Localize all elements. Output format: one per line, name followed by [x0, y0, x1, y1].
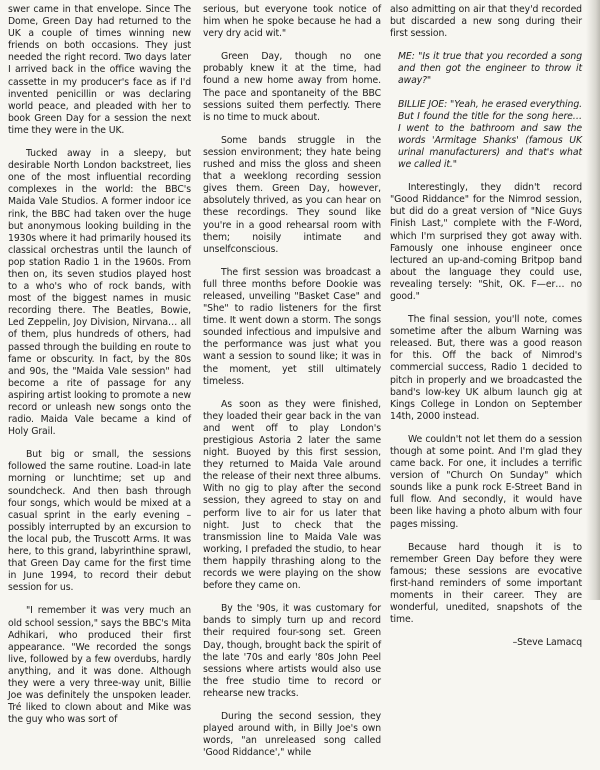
body-paragraph: serious, but everyone took notice of him when he spoke because he had a very dry acid wit.": [203, 4, 381, 40]
body-paragraph: We couldn't not let them do a session though at some point. And I'm glad they came back. For one, it includes a terrific version of "Church On Sunday" which sounds like a punk rock E-Street Band in full flow. And secondly, it would have been like having a photo album with four pages missing.: [390, 433, 582, 530]
body-paragraph: The final session, you'll note, comes sometime after the album Warning was released. But, there was a good reason for this. Off the back of Nimrod's commercial success, Radio 1 decided to pitch in properly and we broadcasted the band's low-key UK album launch gig at Kings College in London on September 14th, 2000 instead.: [390, 314, 582, 422]
text-column-2: [203, 4, 381, 770]
body-paragraph: Green Day, though no one probably knew it at the time, had found a new home away from home. The pace and spontaneity of the BBC sessions suited them perfectly. There is no time to muck about.: [203, 51, 381, 123]
body-paragraph: During the second session, they played around with, in Billy Joe's own words, "an unreleased song called 'Good Riddance'," while: [203, 710, 381, 759]
page-binding-shadow: [586, 0, 600, 600]
body-paragraph: swer came in that envelope. Since The Dome, Green Day had returned to the UK a couple of times winning new friends on both occasions. They just needed the right record. Two days later I arrived back in the office waving the cassette in my producer's face as if I'd invented penicillin or was declaring world peace, and pleaded with her to book Green Day for a session the next time they were in the UK.: [8, 4, 191, 136]
body-paragraph: Some bands struggle in the session environment; they hate being rushed and miss the gloss and sheen that a weeklong recording session gives them. Green Day, however, absolutely thrived, as you can hear on these recordings. They sound like you're in a good rehearsal room with them; noisily intimate and unselfconscious.: [203, 134, 381, 255]
body-paragraph: The first session was broadcast a full three months before Dookie was released, unveiling "Basket Case" and "She" to radio listeners for the first time. It went down a storm. The songs sounded infectious and impulsive and the performance was just what you want a session to sound like; it was in the moment, yet still ultimately timeless.: [203, 266, 381, 387]
body-paragraph: By the '90s, it was customary for bands to simply turn up and record their required four-song set. Green Day, though, brought back the spirit of the late '70s and early '80s John Peel sessions where artists would also use the free studio time to record or rehearse new tracks.: [203, 603, 381, 699]
body-paragraph: also admitting on air that they'd recorded but discarded a new song during their first session.: [390, 4, 582, 40]
text-column-1: [8, 4, 191, 737]
text-column-3: [390, 4, 582, 660]
author-signature: –Steve Lamacq: [512, 637, 582, 649]
body-paragraph: Because hard though it is to remember Green Day before they were famous; these sessions are evocative first-hand reminders of some important moments in their career. They are wonderful, unedited, snapshots of the time.: [390, 541, 582, 626]
body-paragraph: But big or small, the sessions followed the same routine. Load-in late morning or lunchtime; set up and soundcheck. And then bash through four songs, which would be mixed at a casual sprint in the early evening – possibly interrupted by an excursion to the local pub, the Truscott Arms. It was here, to this grand, labyrinthine sprawl, that Green Day came for the first time in June 1994, to record their debut session for us.: [8, 449, 191, 594]
body-paragraph: As soon as they were finished, they loaded their gear back in the van and went off to play London's prestigious Astoria 2 later the same night. Buoyed by this first session, they returned to Maida Vale around the release of their next three albums. With no gig to play after the second session, they agreed to stay on and perform live to air for us later that night. Just to check that the transmission line to Maida Vale was working, I prefaded the studio, to hear them happily thrashing along to the records we were playing on the show before they came on.: [203, 398, 381, 592]
body-paragraph: "I remember it was very much an old school session," says the BBC's Mita Adhikari, who produced their first appearance. "We recorded the songs live, followed by a few overdubs, hardly anything, and it was done. Although they were a very three-way unit, Billie Joe was definitely the unspoken leader. Tré liked to clown about and Mike was the guy who was sort of: [8, 605, 191, 726]
interview-quote: BILLIE JOE: "Yeah, he erased everything. But I found the title for the song here… I went to the bathroom and saw the words 'Armitage Shanks' (famous UK urinal manufacturers) and that's what we called it.": [398, 98, 582, 171]
body-paragraph: Tucked away in a sleepy, but desirable North London backstreet, lies one of the most influential recording complexes in the world: the BBC's Maida Vale Studios. A former indoor ice rink, the BBC had taken over the huge but anonymous looking building in the 1930s where it had primarily housed its classical orchestras until the launch of pop station Radio 1 in the 1960s. From then on, its seven studios played host to a who's who of rock bands, with most of the biggest names in music recording there. The Beatles, Bowie, Led Zeppelin, Joy Division, Nirvana… all of them, plus hundreds of others, had passed through the building en route to fame or obscurity. In fact, by the 80s and 90s, the "Maida Vale session" had become a rite of passage for any aspiring artist looking to promote a new record or unleash new songs onto the radio. Maida Vale became a kind of Holy Grail.: [8, 148, 191, 438]
interview-quote: ME: "Is it true that you recorded a song and then got the engineer to throw it away?": [398, 51, 582, 87]
body-paragraph: Interestingly, they didn't record "Good Riddance" for the Nimrod session, but did do a great version of "Nice Guys Finish Last," complete with the F-Word, which I'm surprised they got away with. Famously one inhouse engineer once lectured an up-and-coming Britpop band about the language they could use, revealing tersely: "Shit, OK. F—er… no good.": [390, 182, 582, 302]
